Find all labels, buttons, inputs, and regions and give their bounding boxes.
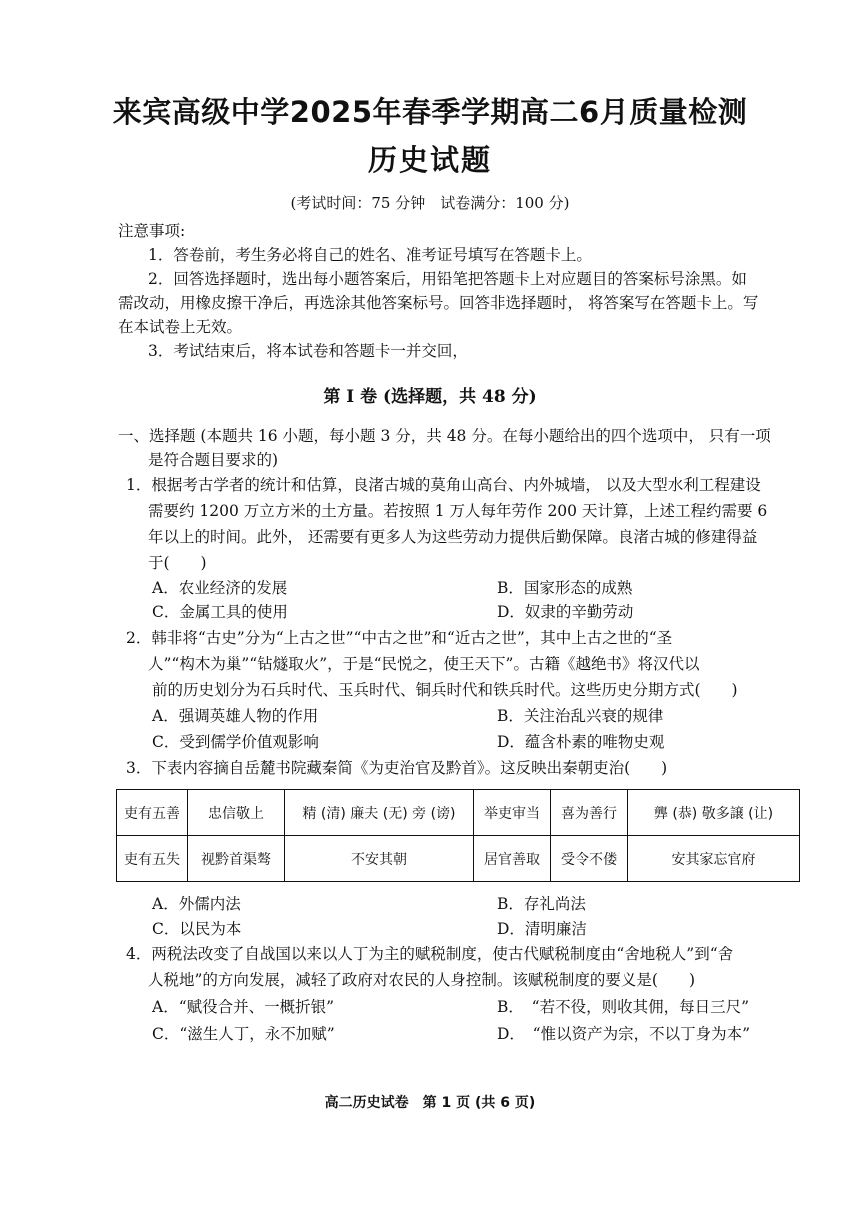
question-1-line: 于( ) [148, 554, 207, 572]
question-3-option-c: C．以民为本 [152, 920, 242, 938]
notice-item: 3．考试结束后，将本试卷和答题卡一并交回， [148, 342, 468, 360]
table-cell: 居官善取 [474, 836, 551, 882]
question-4-option-d: D． “惟以资产为宗，不以丁身为本” [497, 1025, 751, 1043]
question-2-option-c: C．受到儒学价值观影响 [152, 733, 319, 751]
part-intro: 是符合题目要求的) [148, 451, 279, 469]
question-4-option-b: B． “若不役，则收其佣，每日三尺” [497, 998, 749, 1016]
table-cell: 安其家忘官府 [628, 836, 800, 882]
question-2-option-b: B．关注治乱兴衰的规律 [497, 707, 664, 725]
question-2-option-a: A．强调英雄人物的作用 [152, 707, 319, 725]
question-2-line: 2．韩非将“古史”分为“上古之世”“中古之世”和“近古之世”，其中上古之世的“圣 [126, 629, 673, 647]
table-cell: 视黔首渠骜 [188, 836, 285, 882]
table-cell: 精 (清) 廉夫 (无) 旁 (谤) [285, 790, 474, 836]
question-1-option-a: A．农业经济的发展 [152, 579, 288, 597]
table-cell: 举吏审当 [474, 790, 551, 836]
question-2-line: 人”“构木为巢”“钻燧取火”，于是“民悦之，使王天下”。古籍《越绝书》将汉代以 [148, 655, 700, 673]
notice-item: 1．答卷前，考生务必将自己的姓名、准考证号填写在答题卡上。 [148, 246, 592, 264]
table-row [117, 836, 800, 882]
question-1-option-c: C．金属工具的使用 [152, 603, 288, 621]
exam-subtitle: 历史试题 [367, 143, 492, 177]
notice-heading: 注意事项: [118, 222, 186, 240]
question-1-line: 1．根据考古学者的统计和估算，良渚古城的莫角山高台、内外城墙， 以及大型水利工程建设 [126, 476, 761, 494]
table-cell: 吏有五失 [117, 836, 188, 882]
question-2-option-d: D．蕴含朴素的唯物史观 [497, 733, 665, 751]
question-4-option-a: A．“赋役合并、一概折银” [152, 998, 335, 1016]
table-row [117, 790, 800, 836]
table-cell: 龏 (恭) 敬多譲 (让) [628, 790, 800, 836]
question-3-option-a: A．外儒内法 [152, 895, 241, 913]
question-4-option-c: C．“滋生人丁，永不加赋” [152, 1025, 335, 1043]
table-cell: 忠信敬上 [188, 790, 285, 836]
qin-slip-table [116, 789, 800, 882]
page-footer: 高二历史试卷 第 1 页 (共 6 页) [324, 1095, 536, 1111]
question-3-option-d: D．清明廉洁 [497, 920, 587, 938]
table-cell: 喜为善行 [551, 790, 628, 836]
question-1-line: 年以上的时间。此外， 还需要有更多人为这些劳动力提供后勤保障。良渚古城的修建得益 [148, 528, 758, 546]
exam-info: (考试时间：75 分钟 试卷满分：100 分) [290, 194, 570, 212]
notice-item: 在本试卷上无效。 [118, 318, 243, 336]
table-cell: 吏有五善 [117, 790, 188, 836]
question-3-option-b: B．存礼尚法 [497, 895, 586, 913]
notice-item: 2．回答选择题时，选出每小题答案后，用铅笔把答题卡上对应题目的答案标号涂黑。如 [148, 270, 747, 288]
table-cell: 不安其朝 [285, 836, 474, 882]
question-2-line: 前的历史划分为石兵时代、玉兵时代、铜兵时代和铁兵时代。这些历史分期方式( ) [152, 681, 738, 699]
exam-title: 来宾高级中学2025年春季学期高二6月质量检测 [112, 95, 748, 129]
notice-item: 需改动，用橡皮擦干净后，再选涂其他答案标号。回答非选择题时， 将答案写在答题卡上。写 [118, 294, 759, 312]
table-cell: 受令不偻 [551, 836, 628, 882]
part-intro: 一、选择题 (本题共 16 小题，每小题 3 分，共 48 分。在每小题给出的四个选项中， 只有一项 [118, 427, 771, 445]
question-1-option-d: D．奴隶的辛勤劳动 [497, 603, 634, 621]
section-title: 第 I 卷 (选择题，共 48 分) [323, 387, 537, 407]
question-3-line: 3．下表内容摘自岳麓书院藏秦简《为吏治官及黔首》。这反映出秦朝吏治( ) [126, 759, 668, 777]
question-4-line: 人税地”的方向发展，减轻了政府对农民的人身控制。该赋税制度的要义是( ) [148, 971, 696, 989]
question-4-line: 4．两税法改变了自战国以来以人丁为主的赋税制度，使古代赋税制度由“舍地税人”到“舍 [126, 945, 734, 963]
question-1-option-b: B．国家形态的成熟 [497, 579, 633, 597]
question-1-line: 需要约 1200 万立方米的土方量。若按照 1 万人每年劳作 200 天计算，上述工程约需要 6 [148, 502, 768, 520]
